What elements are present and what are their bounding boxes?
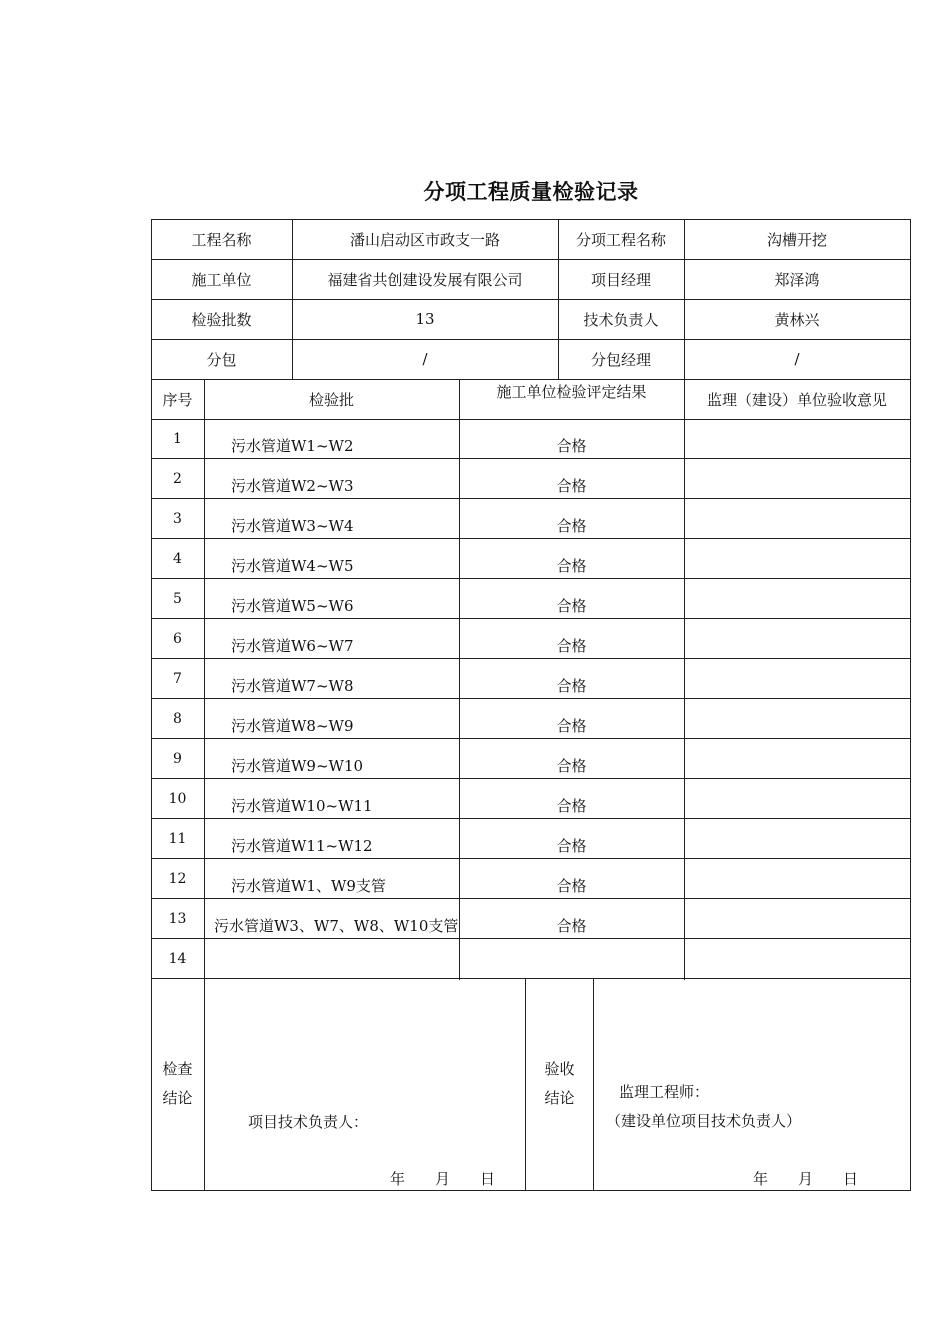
table-rule: [151, 658, 911, 659]
row-batch: 污水管道W2~W3: [231, 477, 354, 495]
table-rule: [151, 698, 911, 699]
project-manager-value: 郑泽鸿: [774, 270, 820, 289]
row-result: 合格: [556, 837, 587, 855]
row-result: 合格: [556, 517, 587, 535]
row-seq: 6: [173, 631, 182, 647]
row-result: 合格: [556, 677, 587, 695]
contractor-value: 福建省共创建设发展有限公司: [327, 270, 523, 289]
table-rule: [151, 578, 911, 579]
page-title: 分项工程质量检验记录: [423, 180, 639, 204]
table-rule: [459, 379, 460, 980]
row-batch: 污水管道W8~W9: [231, 717, 354, 735]
table-rule: [292, 219, 293, 380]
col-supervisor-header: 监理（建设）单位验收意见: [706, 390, 887, 409]
table-rule: [204, 379, 205, 1191]
row-result: 合格: [556, 877, 587, 895]
row-result: 合格: [556, 637, 587, 655]
row-result: 合格: [556, 917, 587, 935]
table-rule: [151, 379, 911, 380]
table-rule: [151, 898, 911, 899]
row-seq: 2: [173, 471, 182, 487]
subcontract-manager-label: 分包经理: [590, 350, 651, 369]
project-manager-label: 项目经理: [590, 270, 651, 289]
contractor-label: 施工单位: [191, 270, 252, 289]
table-rule: [151, 219, 911, 220]
row-batch: 污水管道W10~W11: [231, 797, 373, 815]
table-rule: [910, 219, 911, 1191]
row-result: 合格: [556, 477, 587, 495]
row-seq: 12: [168, 871, 187, 887]
table-rule: [593, 979, 594, 1191]
subcontract-label: 分包: [206, 350, 237, 369]
col-batch-header: 检验批: [308, 390, 354, 409]
row-batch: 污水管道W11~W12: [231, 837, 373, 855]
check-conclusion-label-line2: 结论: [162, 1089, 193, 1107]
row-result: 合格: [556, 437, 587, 455]
table-rule: [151, 419, 911, 420]
acceptance-conclusion-label-line2: 结论: [544, 1089, 575, 1107]
date-right: 年 月 日: [753, 1170, 859, 1188]
row-batch: 污水管道W3~W4: [231, 517, 354, 535]
row-seq: 13: [168, 911, 187, 927]
row-seq: 14: [168, 951, 187, 967]
inspection-form: [151, 219, 910, 1191]
row-batch: 污水管道W1~W2: [231, 437, 354, 455]
row-batch: 污水管道W3、W7、W8、W10支管: [214, 917, 459, 935]
row-batch: 污水管道W7~W8: [231, 677, 354, 695]
table-rule: [151, 858, 911, 859]
table-rule: [151, 498, 911, 499]
subitem-name-value: 沟槽开挖: [766, 230, 827, 249]
table-rule: [151, 259, 911, 260]
subcontract-manager-value: /: [794, 350, 800, 368]
check-conclusion-label-line1: 检查: [162, 1060, 193, 1078]
check-conclusion-label: [151, 1055, 204, 1113]
row-result: 合格: [556, 797, 587, 815]
row-seq: 5: [173, 591, 182, 607]
row-batch: 污水管道W6~W7: [231, 637, 354, 655]
table-rule: [151, 1190, 911, 1191]
table-rule: [151, 458, 911, 459]
table-rule: [151, 818, 911, 819]
tech-lead-label: 技术负责人: [583, 310, 659, 329]
row-result: 合格: [556, 717, 587, 735]
subcontract-value: /: [422, 350, 428, 368]
table-rule: [151, 618, 911, 619]
row-seq: 4: [173, 551, 182, 567]
acceptance-conclusion-label-line1: 验收: [544, 1060, 575, 1078]
row-seq: 11: [168, 831, 187, 847]
table-rule: [151, 778, 911, 779]
table-rule: [684, 219, 685, 980]
row-seq: 8: [173, 711, 182, 727]
table-rule: [558, 219, 559, 380]
row-seq: 7: [173, 671, 182, 687]
table-rule: [151, 738, 911, 739]
table-rule: [151, 978, 911, 979]
row-batch: 污水管道W5~W6: [231, 597, 354, 615]
date-left: 年 月 日: [390, 1170, 496, 1188]
table-rule: [151, 339, 911, 340]
project-name-value: 潘山启动区市政支一路: [349, 230, 500, 249]
owner-tech-lead-label: （建设单位项目技术负责人）: [606, 1112, 802, 1130]
tech-lead-value: 黄林兴: [774, 310, 820, 329]
table-rule: [151, 219, 152, 1191]
supervisor-engineer-label: 监理工程师：: [619, 1083, 710, 1101]
subitem-name-label: 分项工程名称: [575, 230, 666, 249]
row-result: 合格: [556, 557, 587, 575]
batch-count-value: 13: [415, 310, 435, 328]
table-rule: [151, 538, 911, 539]
batch-count-label: 检验批数: [191, 310, 252, 329]
project-tech-lead-label: 项目技术负责人：: [248, 1113, 369, 1131]
row-seq: 9: [173, 751, 182, 767]
row-batch: 污水管道W9~W10: [231, 757, 364, 775]
col-result-header: 施工单位检验评定结果: [496, 383, 647, 401]
row-seq: 3: [173, 511, 182, 527]
table-rule: [525, 979, 526, 1191]
table-rule: [151, 938, 911, 939]
col-seq-header: 序号: [162, 390, 193, 409]
row-batch: 污水管道W1、W9支管: [231, 877, 386, 895]
row-seq: 1: [173, 431, 182, 447]
acceptance-conclusion-label: [526, 1055, 593, 1113]
project-name-label: 工程名称: [191, 230, 252, 249]
row-result: 合格: [556, 597, 587, 615]
row-result: 合格: [556, 757, 587, 775]
row-batch: 污水管道W4~W5: [231, 557, 354, 575]
row-seq: 10: [168, 791, 187, 807]
table-rule: [151, 299, 911, 300]
